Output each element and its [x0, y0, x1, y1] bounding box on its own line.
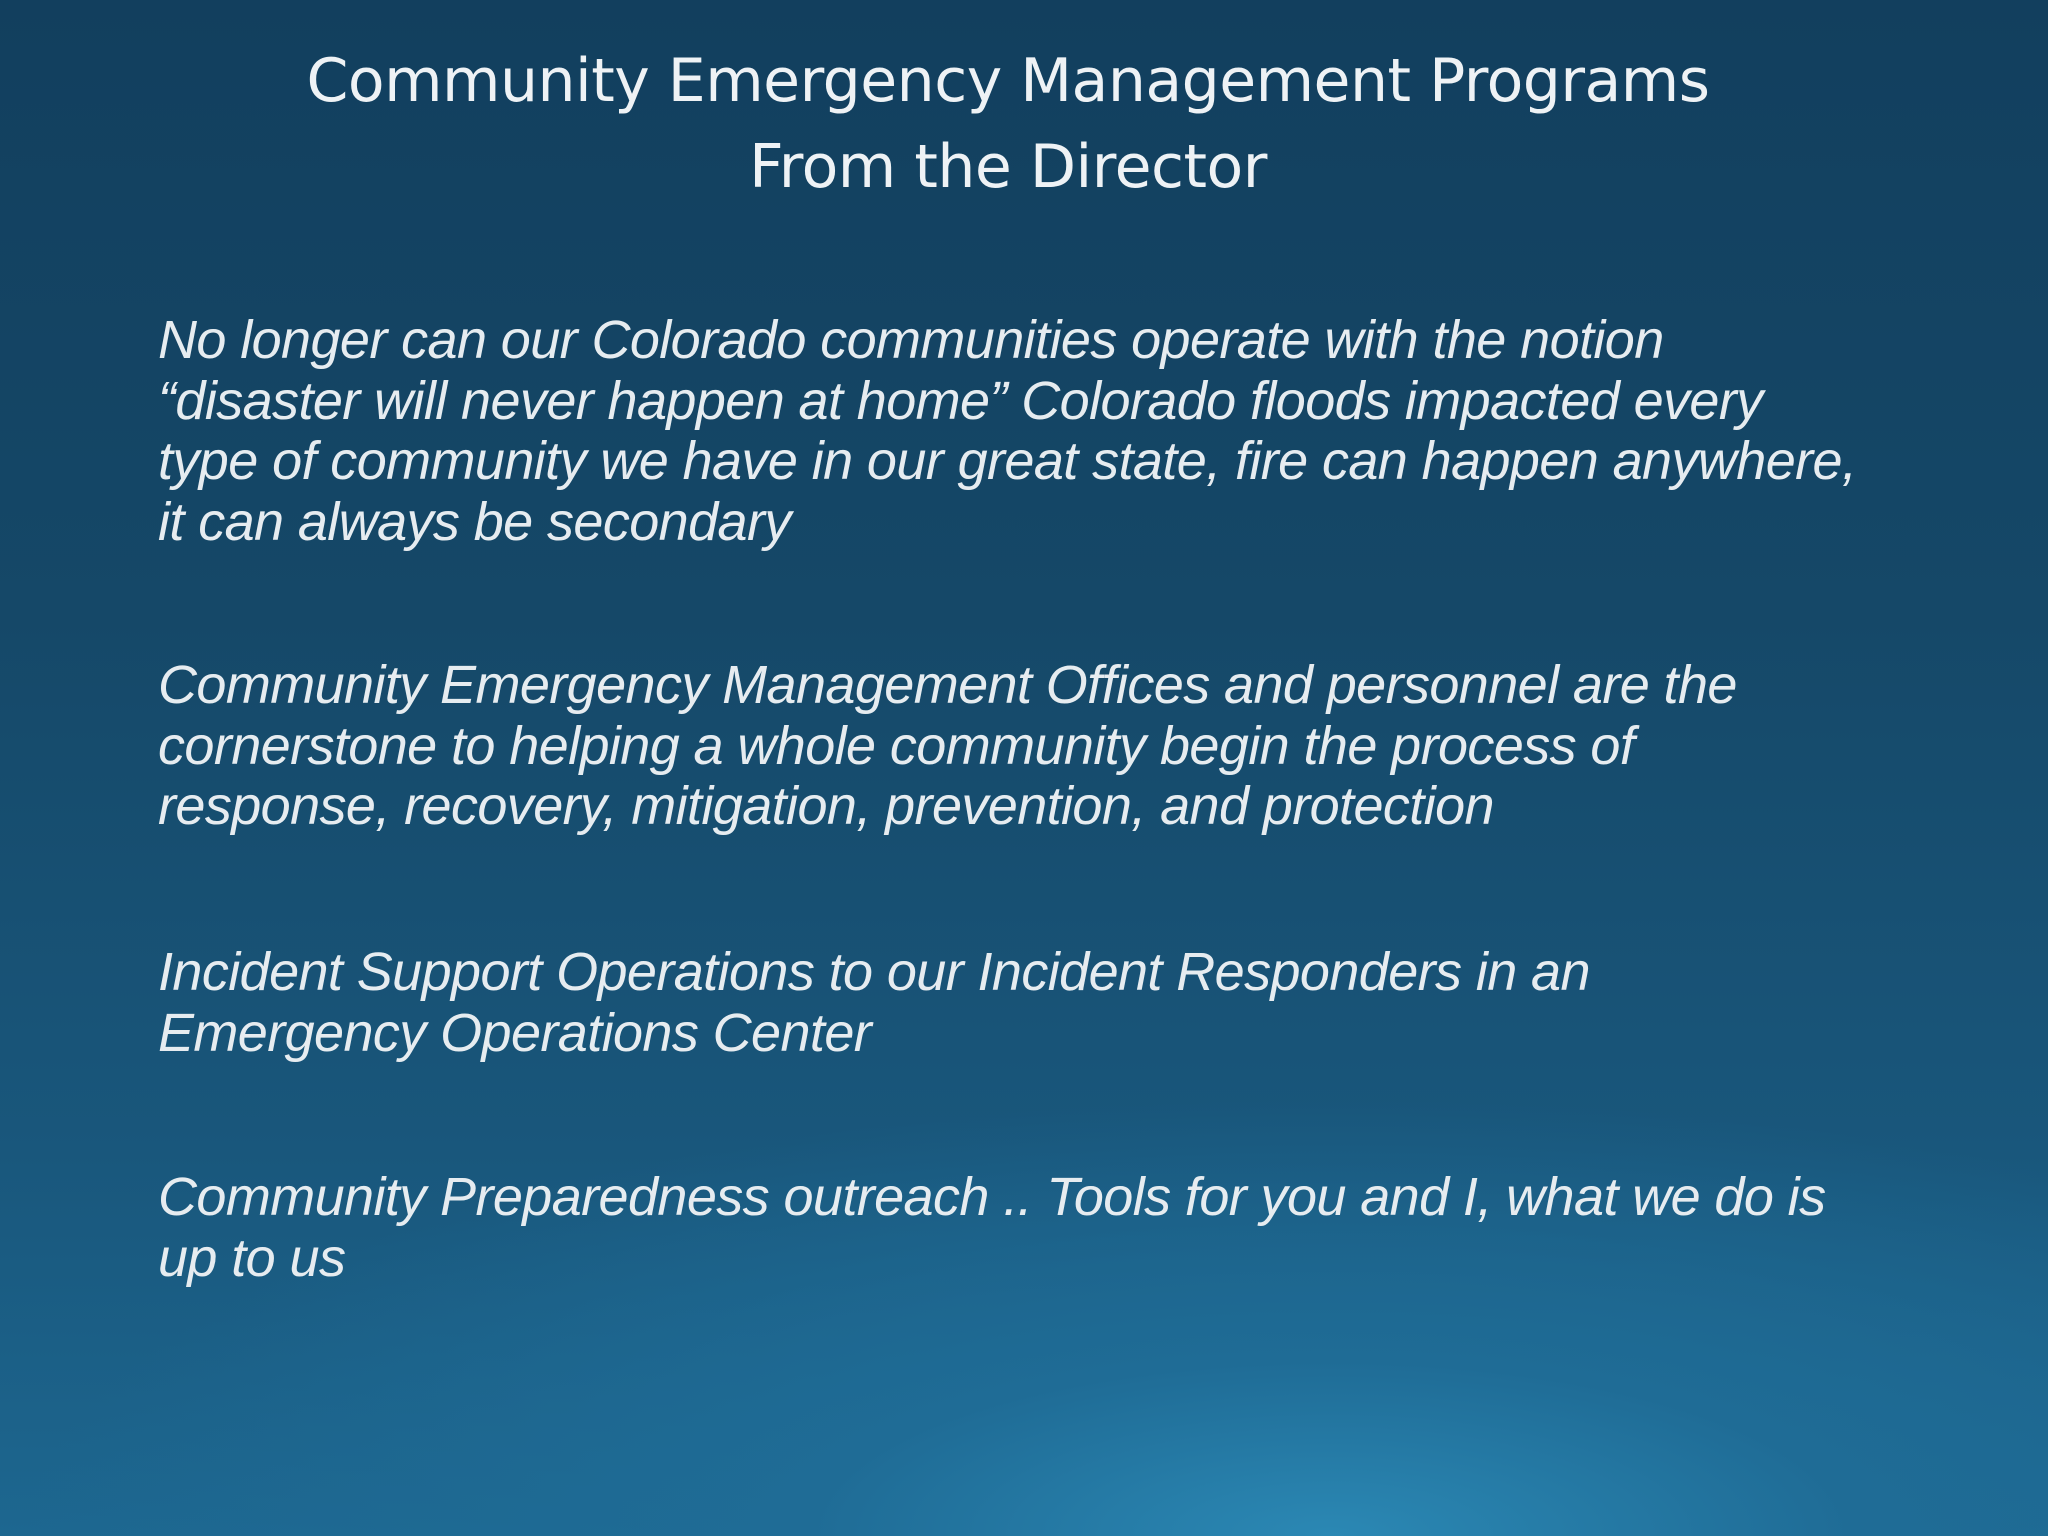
- paragraph-emergency-offices: Community Emergency Management Offices and personnel are the cornerstone to helping a whole community begin the process of response, recovery, mitigation, prevention, and protection: [158, 655, 1737, 836]
- slide-title-line-2: From the Director: [749, 132, 1267, 202]
- slide-title-line-1: Community Emergency Management Programs: [306, 46, 1710, 116]
- paragraph-incident-support: Incident Support Operations to our Incident Responders in an Emergency Operations Center: [158, 942, 1590, 1063]
- slide-title: [0, 38, 2016, 210]
- paragraph-disaster-notion: No longer can our Colorado communities operate with the notion “disaster will never happen at home” Colorado floods impacted every type of community we have in our great state, fire can happen anywhere, it can always be secondary: [158, 310, 1857, 552]
- paragraph-preparedness-outreach: Community Preparedness outreach .. Tools for you and I, what we do is up to us: [158, 1167, 1826, 1288]
